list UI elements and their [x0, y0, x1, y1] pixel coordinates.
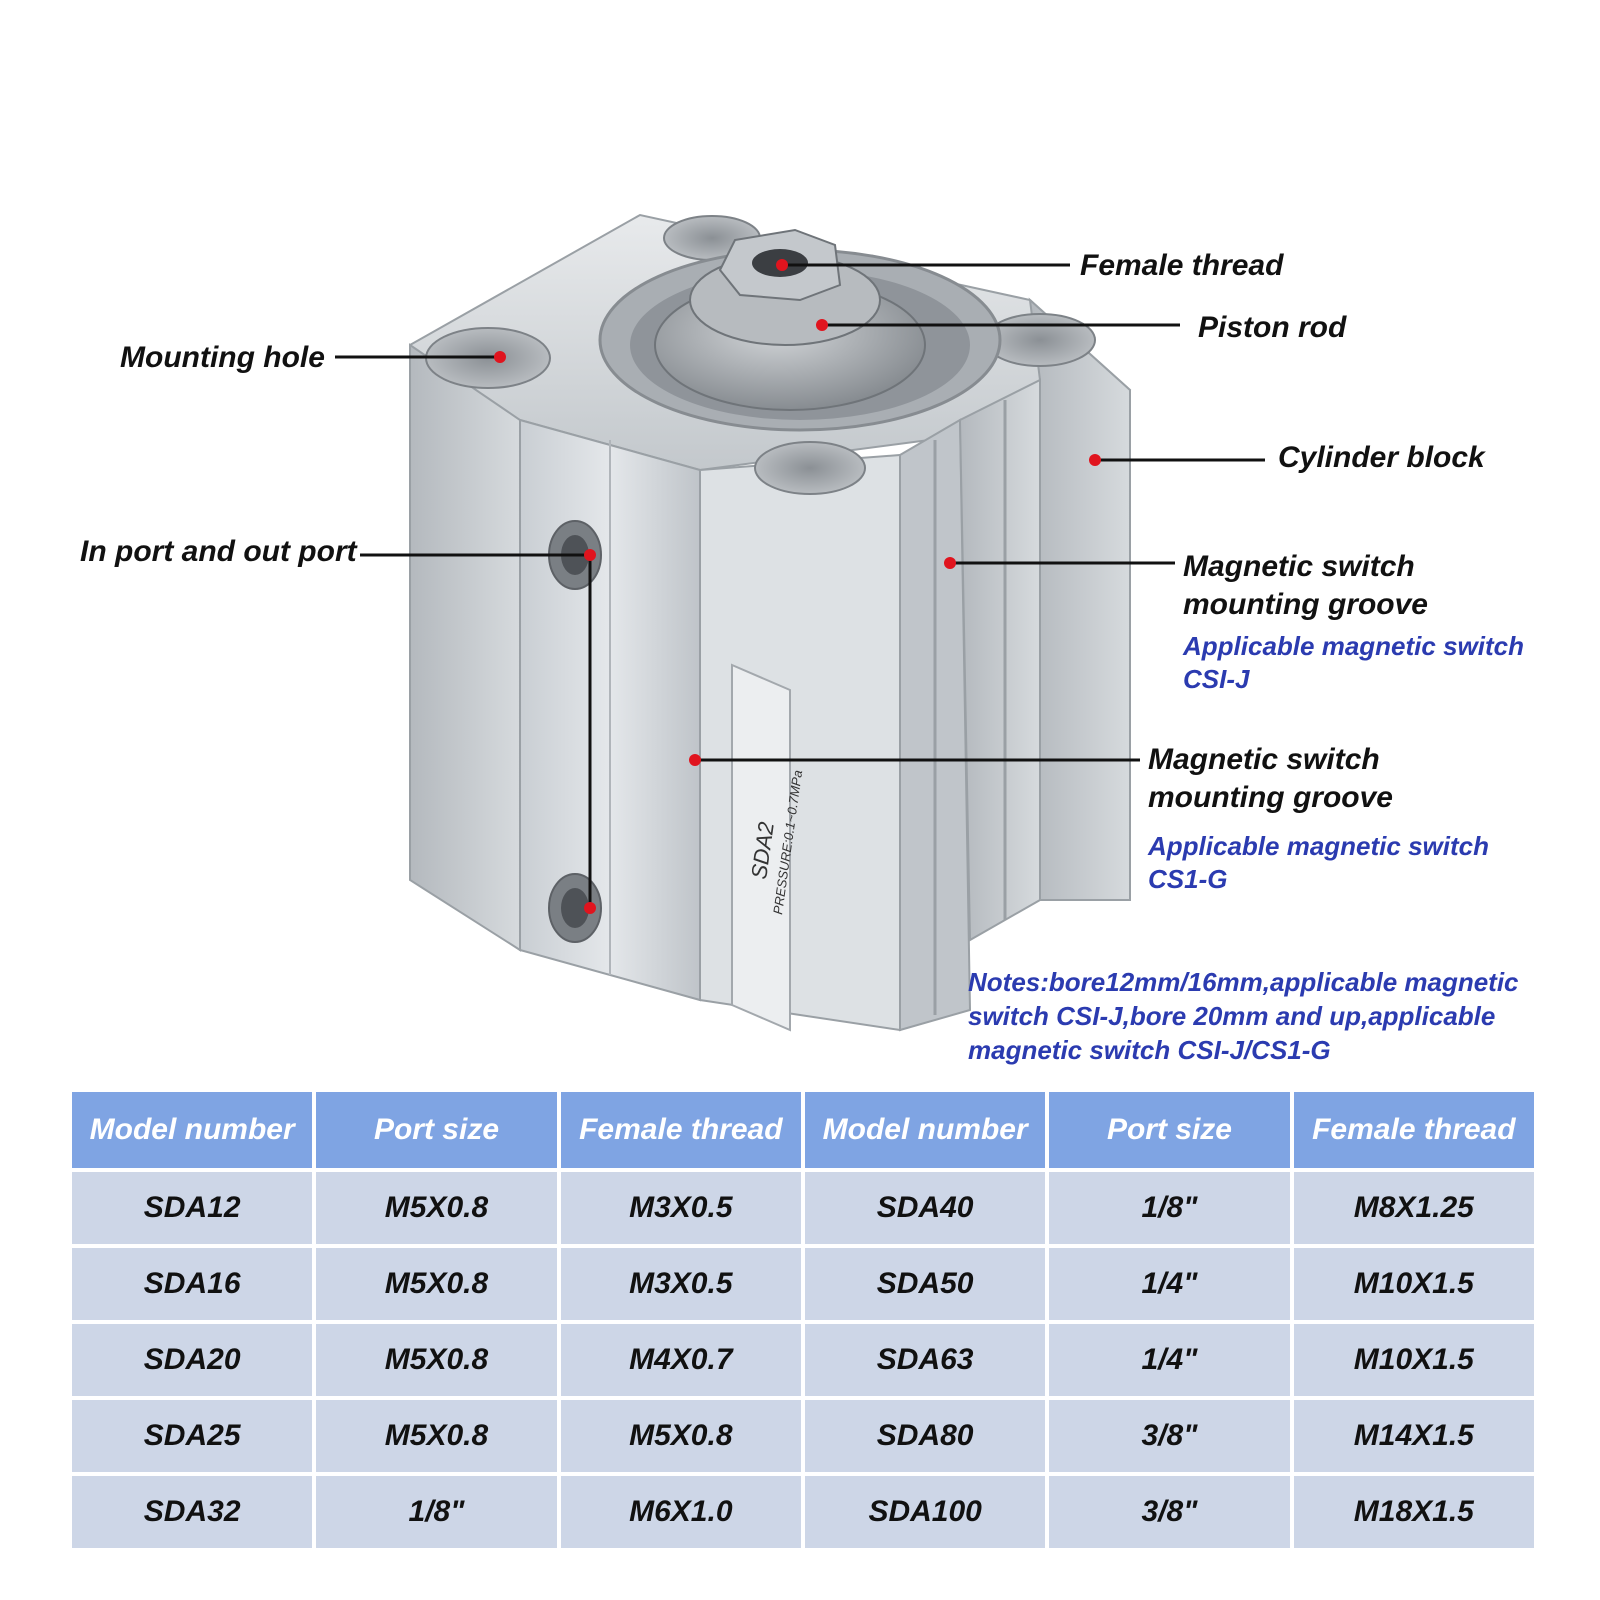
table-cell: M8X1.25: [1292, 1170, 1536, 1246]
table-cell: M5X0.8: [314, 1246, 558, 1322]
table-cell: M5X0.8: [559, 1398, 803, 1474]
marker-groove-lower: [689, 754, 701, 766]
header-port-size: Port size: [1047, 1090, 1291, 1170]
table-cell: 1/4": [1047, 1246, 1291, 1322]
table-cell: SDA50: [803, 1246, 1047, 1322]
table-row: [70, 1322, 1536, 1398]
table-cell: SDA100: [803, 1474, 1047, 1550]
notes-block: [968, 965, 1519, 1067]
table-cell: 1/4": [1047, 1322, 1291, 1398]
table-cell: 1/8": [314, 1474, 558, 1550]
note-line: switch CSI-J,bore 20mm and up,applicable: [968, 1001, 1496, 1031]
callout-cylinder-block: Cylinder block: [1278, 441, 1485, 474]
header-model-number: Model number: [803, 1090, 1047, 1170]
callout-groove-upper-sub1: Applicable magnetic switch: [1183, 631, 1524, 661]
table-cell: M5X0.8: [314, 1398, 558, 1474]
table-cell: M3X0.5: [559, 1246, 803, 1322]
note-line: Notes:bore12mm/16mm,applicable magnetic: [968, 967, 1519, 997]
product-label-model: SDA2: [746, 820, 779, 881]
table-cell: M5X0.8: [314, 1322, 558, 1398]
table-cell: SDA40: [803, 1170, 1047, 1246]
callout-groove-lower-sub1: Applicable magnetic switch: [1148, 831, 1489, 861]
table-cell: M18X1.5: [1292, 1474, 1536, 1550]
marker-female-thread: [776, 259, 788, 271]
callout-ports: In port and out port: [80, 535, 357, 568]
table-row: [70, 1398, 1536, 1474]
table-cell: M3X0.5: [559, 1170, 803, 1246]
table-row: [70, 1474, 1536, 1550]
callout-groove-upper-line1: Magnetic switch: [1183, 550, 1415, 583]
marker-piston-rod: [816, 319, 828, 331]
table-cell: M10X1.5: [1292, 1322, 1536, 1398]
marker-mounting-hole: [494, 351, 506, 363]
table-cell: SDA12: [70, 1170, 314, 1246]
table-cell: M10X1.5: [1292, 1246, 1536, 1322]
callout-piston-rod: Piston rod: [1198, 311, 1347, 344]
table-cell: M6X1.0: [559, 1474, 803, 1550]
callout-mounting-hole: Mounting hole: [120, 341, 325, 374]
header-female-thread: Female thread: [559, 1090, 803, 1170]
table-cell: M14X1.5: [1292, 1398, 1536, 1474]
header-model-number: Model number: [70, 1090, 314, 1170]
table-cell: M5X0.8: [314, 1170, 558, 1246]
callout-female-thread: Female thread: [1080, 249, 1284, 282]
marker-in-port: [584, 549, 596, 561]
callout-groove-lower-line1: Magnetic switch: [1148, 743, 1380, 776]
table-cell: 3/8": [1047, 1398, 1291, 1474]
table-cell: M4X0.7: [559, 1322, 803, 1398]
header-female-thread: Female thread: [1292, 1090, 1536, 1170]
table-cell: SDA63: [803, 1322, 1047, 1398]
marker-cylinder-block: [1089, 454, 1101, 466]
table-row: [70, 1170, 1536, 1246]
callout-groove-lower-line2: mounting groove: [1148, 781, 1393, 814]
marker-out-port: [584, 902, 596, 914]
spec-table: [68, 1088, 1538, 1552]
note-line: magnetic switch CSI-J/CS1-G: [968, 1035, 1331, 1065]
product-label-pressure: PRESSURE:0.1~0.7MPa: [770, 769, 806, 916]
table-cell: SDA80: [803, 1398, 1047, 1474]
table-cell: 1/8": [1047, 1170, 1291, 1246]
table-cell: SDA25: [70, 1398, 314, 1474]
callout-groove-lower-sub2: CS1-G: [1148, 864, 1228, 894]
marker-groove-upper: [944, 557, 956, 569]
table-header-row: [70, 1090, 1536, 1170]
table-row: [70, 1246, 1536, 1322]
table-cell: 3/8": [1047, 1474, 1291, 1550]
callout-groove-upper-sub2: CSI-J: [1183, 664, 1250, 694]
table-cell: SDA20: [70, 1322, 314, 1398]
table-cell: SDA32: [70, 1474, 314, 1550]
table-cell: SDA16: [70, 1246, 314, 1322]
header-port-size: Port size: [314, 1090, 558, 1170]
callout-groove-upper-line2: mounting groove: [1183, 588, 1428, 621]
